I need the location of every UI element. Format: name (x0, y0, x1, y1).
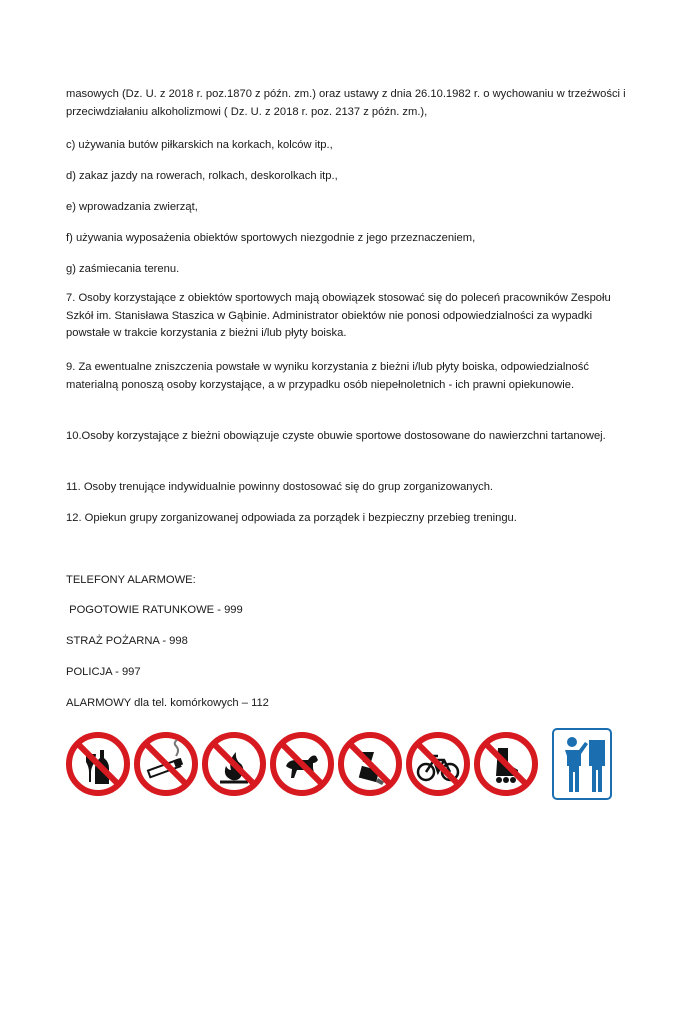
prohibition-signs (66, 726, 618, 802)
rule-7: 7. Osoby korzystające z obiektów sportowych mają obowiązek stosować się do poleceń pracowników Zespołu Szkół im. Stanisława Staszica w Gąbinie. Administrator obiektów nie ponosi odpowiedzialności za wypadki powstałe w trakcie korzystania z bieżni i/lub płyty boiska. (66, 292, 611, 339)
no-alcohol-icon (66, 726, 130, 802)
emergency-police: POLICJA - 997 (66, 666, 141, 678)
rule-d: d) zakaz jazdy na rowerach, rolkach, deskorolkach itp., (66, 170, 338, 182)
paragraph-legal-references: masowych (Dz. U. z 2018 r. poz.1870 z późn. zm.) oraz ustawy z dnia 26.10.1982 r. o wychowaniu w trzeźwości i przeciwdziałaniu alkoholizmowi ( Dz. U. z 2018 r. poz. 2137 z późn. zm.), (66, 88, 626, 118)
rule-f: f) używania wyposażenia obiektów sportowych niezgodnie z jego przeznaczeniem, (66, 232, 476, 244)
rule-10: 10.Osoby korzystające z bieżni obowiązuje czyste obuwie sportowe dostosowane do nawierzchni tartanowej. (66, 430, 606, 442)
no-open-fire-icon (202, 726, 266, 802)
emergency-mobile: ALARMOWY dla tel. komórkowych – 112 (66, 697, 269, 709)
emergency-fire: STRAŻ POŻARNA - 998 (66, 635, 188, 647)
rule-9: 9. Za ewentualne zniszczenia powstałe w wyniku korzystania z bieżni i/lub płyty boiska, odpowiedzialność materialną ponoszą osoby korzystające, a w przypadku osób niepełnoletnich - ich prawni opiekunowie. (66, 361, 589, 391)
emergency-heading: TELEFONY ALARMOWE: (66, 574, 196, 586)
no-littering-icon (338, 726, 402, 802)
adult-supervision-icon (552, 728, 612, 800)
rule-c: c) używania butów piłkarskich na korkach, kolców itp., (66, 139, 333, 151)
rule-12: 12. Opiekun grupy zorganizowanej odpowiada za porządek i bezpieczny przebieg treningu. (66, 512, 517, 524)
rule-g: g) zaśmiecania terenu. (66, 263, 180, 275)
no-rollerblades-icon (474, 726, 538, 802)
no-smoking-icon (134, 726, 198, 802)
no-dogs-icon (270, 726, 334, 802)
rule-e: e) wprowadzania zwierząt, (66, 201, 198, 213)
rule-11: 11. Osoby trenujące indywidualnie powinny dostosować się do grup zorganizowanych. (66, 481, 494, 493)
no-bicycles-icon (406, 726, 470, 802)
emergency-ambulance: POGOTOWIE RATUNKOWE - 999 (66, 604, 243, 616)
